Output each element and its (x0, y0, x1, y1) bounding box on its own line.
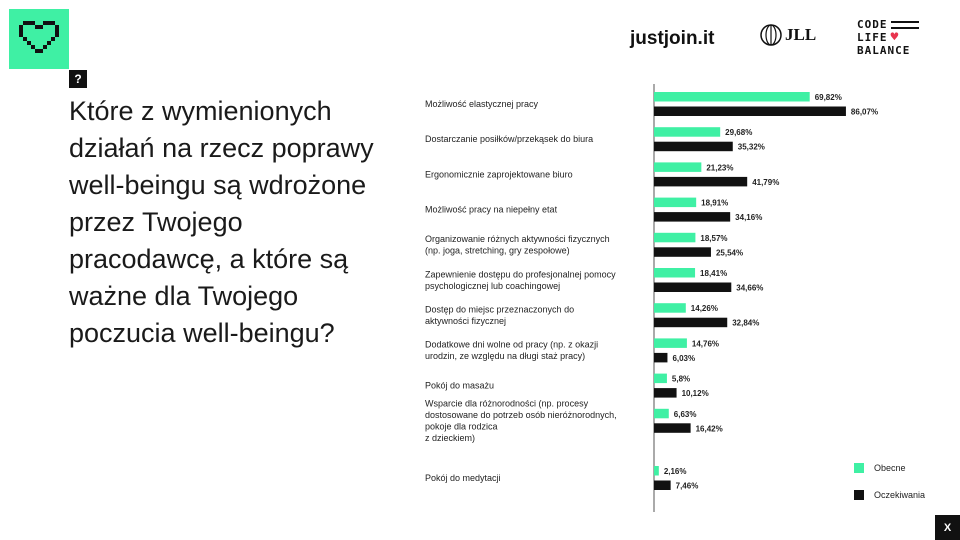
bar-obecne (654, 466, 659, 476)
question-text: Które z wymienionych działań na rzecz poprawy well-beingu są wdrożone przez Twojego pracodawcę, a które są ważne dla Twojego poczucia well-beingu? (69, 96, 374, 348)
data-label: 5,8% (671, 374, 691, 384)
category-label (425, 381, 494, 391)
category-label-line: Organizowanie różnych aktywności fizycznych (425, 234, 610, 245)
category-label (425, 99, 539, 109)
data-label: 25,54% (715, 248, 744, 258)
category-label-line: pokoje dla rodzica (425, 421, 498, 432)
category-label-line: Możliwość elastycznej pracy (425, 99, 539, 109)
bar-oczekiwania (654, 107, 846, 117)
close-button[interactable]: X (935, 515, 960, 540)
chart-legend (854, 462, 925, 501)
bar-obecne (654, 127, 720, 137)
category-label-line: Pokój do medytacji (425, 473, 501, 483)
category-label-line: psychologicznej lub coachingowej (425, 280, 561, 291)
category-label-line: dostosowane do potrzeb osób nieróżnorodnych, (425, 410, 617, 421)
bar-obecne (654, 338, 687, 348)
category-label-line: Dostęp do miejsc przeznaczonych do (425, 304, 575, 315)
clb-line-3: BALANCE (857, 44, 911, 57)
data-label: 21,23% (706, 163, 734, 173)
category-label-line: Możliwość pracy na niepełny etat (425, 204, 558, 215)
category-label-line: Zapewnienie dostępu do profesjonalnej pomocy (425, 269, 616, 280)
data-label: 14,26% (690, 304, 718, 314)
category-label (425, 269, 616, 291)
bar-obecne (654, 233, 695, 243)
data-label: 6,03% (672, 353, 696, 363)
category-label-line: Wsparcie dla różnorodności (np. procesy (425, 398, 589, 409)
data-label: 34,16% (735, 213, 763, 223)
legend-swatch-obecne (854, 463, 864, 473)
data-label: 18,57% (700, 233, 728, 243)
category-label-line: urodzin, ze względu na długi staż pracy) (425, 351, 586, 362)
legend-item-obecne (854, 462, 925, 474)
legend-swatch-oczekiwania (854, 490, 864, 500)
bar-oczekiwania (654, 247, 711, 256)
data-label: 86,07% (850, 107, 879, 117)
bar-oczekiwania (654, 283, 731, 293)
data-label: 16,42% (695, 424, 723, 434)
bar-oczekiwania (654, 177, 747, 187)
bar-obecne (654, 303, 686, 313)
bar-obecne (654, 374, 667, 384)
category-label (425, 304, 574, 326)
data-label: 34,66% (736, 283, 764, 293)
data-label: 18,91% (701, 198, 729, 208)
data-label: 35,32% (737, 142, 765, 152)
category-label-line: aktywności fizycznej (425, 315, 507, 326)
category-label-line: Dodatkowe dni wolne od pracy (np. z okazji (425, 339, 599, 350)
category-label-line: (np. joga, stretching, gry zespołowe) (425, 245, 570, 256)
bar-oczekiwania (654, 481, 671, 491)
category-label (425, 473, 501, 483)
category-label (425, 205, 558, 215)
category-label-line: Pokój do masażu (425, 380, 495, 391)
category-label-line: Ergonomicznie zaprojektowane biuro (425, 169, 573, 180)
data-label: 2,16% (663, 467, 687, 476)
bar-obecne (654, 198, 696, 208)
category-label-line: z dzieckiem) (425, 433, 476, 444)
category-label (425, 134, 593, 144)
bar-obecne (654, 268, 695, 278)
category-label (425, 340, 598, 362)
data-label: 6,63% (673, 409, 697, 419)
bar-oczekiwania (654, 142, 733, 152)
bar-oczekiwania (654, 353, 667, 363)
data-label: 29,68% (725, 128, 753, 138)
data-label: 10,12% (681, 389, 709, 399)
data-label: 14,76% (691, 339, 720, 349)
bar-oczekiwania (654, 318, 727, 328)
data-label: 7,46% (675, 481, 699, 491)
question-badge: ? (69, 70, 87, 88)
legend-label-obecne: Obecne (874, 463, 906, 473)
bar-oczekiwania (654, 212, 730, 222)
data-label: 69,82% (814, 93, 842, 102)
clb-line-1: CODE (857, 18, 888, 31)
bar-obecne (654, 92, 810, 102)
justjoin-logo: justjoin.it (630, 28, 715, 49)
bar-oczekiwania (654, 423, 691, 433)
data-label: 41,79% (752, 177, 780, 187)
bar-obecne (654, 162, 701, 172)
legend-label-oczekiwania: Oczekiwania (874, 490, 926, 500)
legend-item-oczekiwania (854, 489, 925, 501)
bar-oczekiwania (654, 388, 677, 398)
category-label (425, 234, 610, 256)
clb-heart-icon: ♥ (890, 30, 900, 45)
data-label: 32,84% (732, 318, 760, 328)
category-label (425, 169, 573, 179)
category-label-line: Dostarczanie posiłków/przekąsek do biura (425, 134, 594, 145)
clb-line-2: LIFE (857, 31, 888, 44)
category-label (425, 399, 617, 444)
jll-logo-text: JLL (785, 25, 817, 44)
data-label: 18,41% (700, 269, 728, 278)
bar-obecne (654, 409, 669, 419)
